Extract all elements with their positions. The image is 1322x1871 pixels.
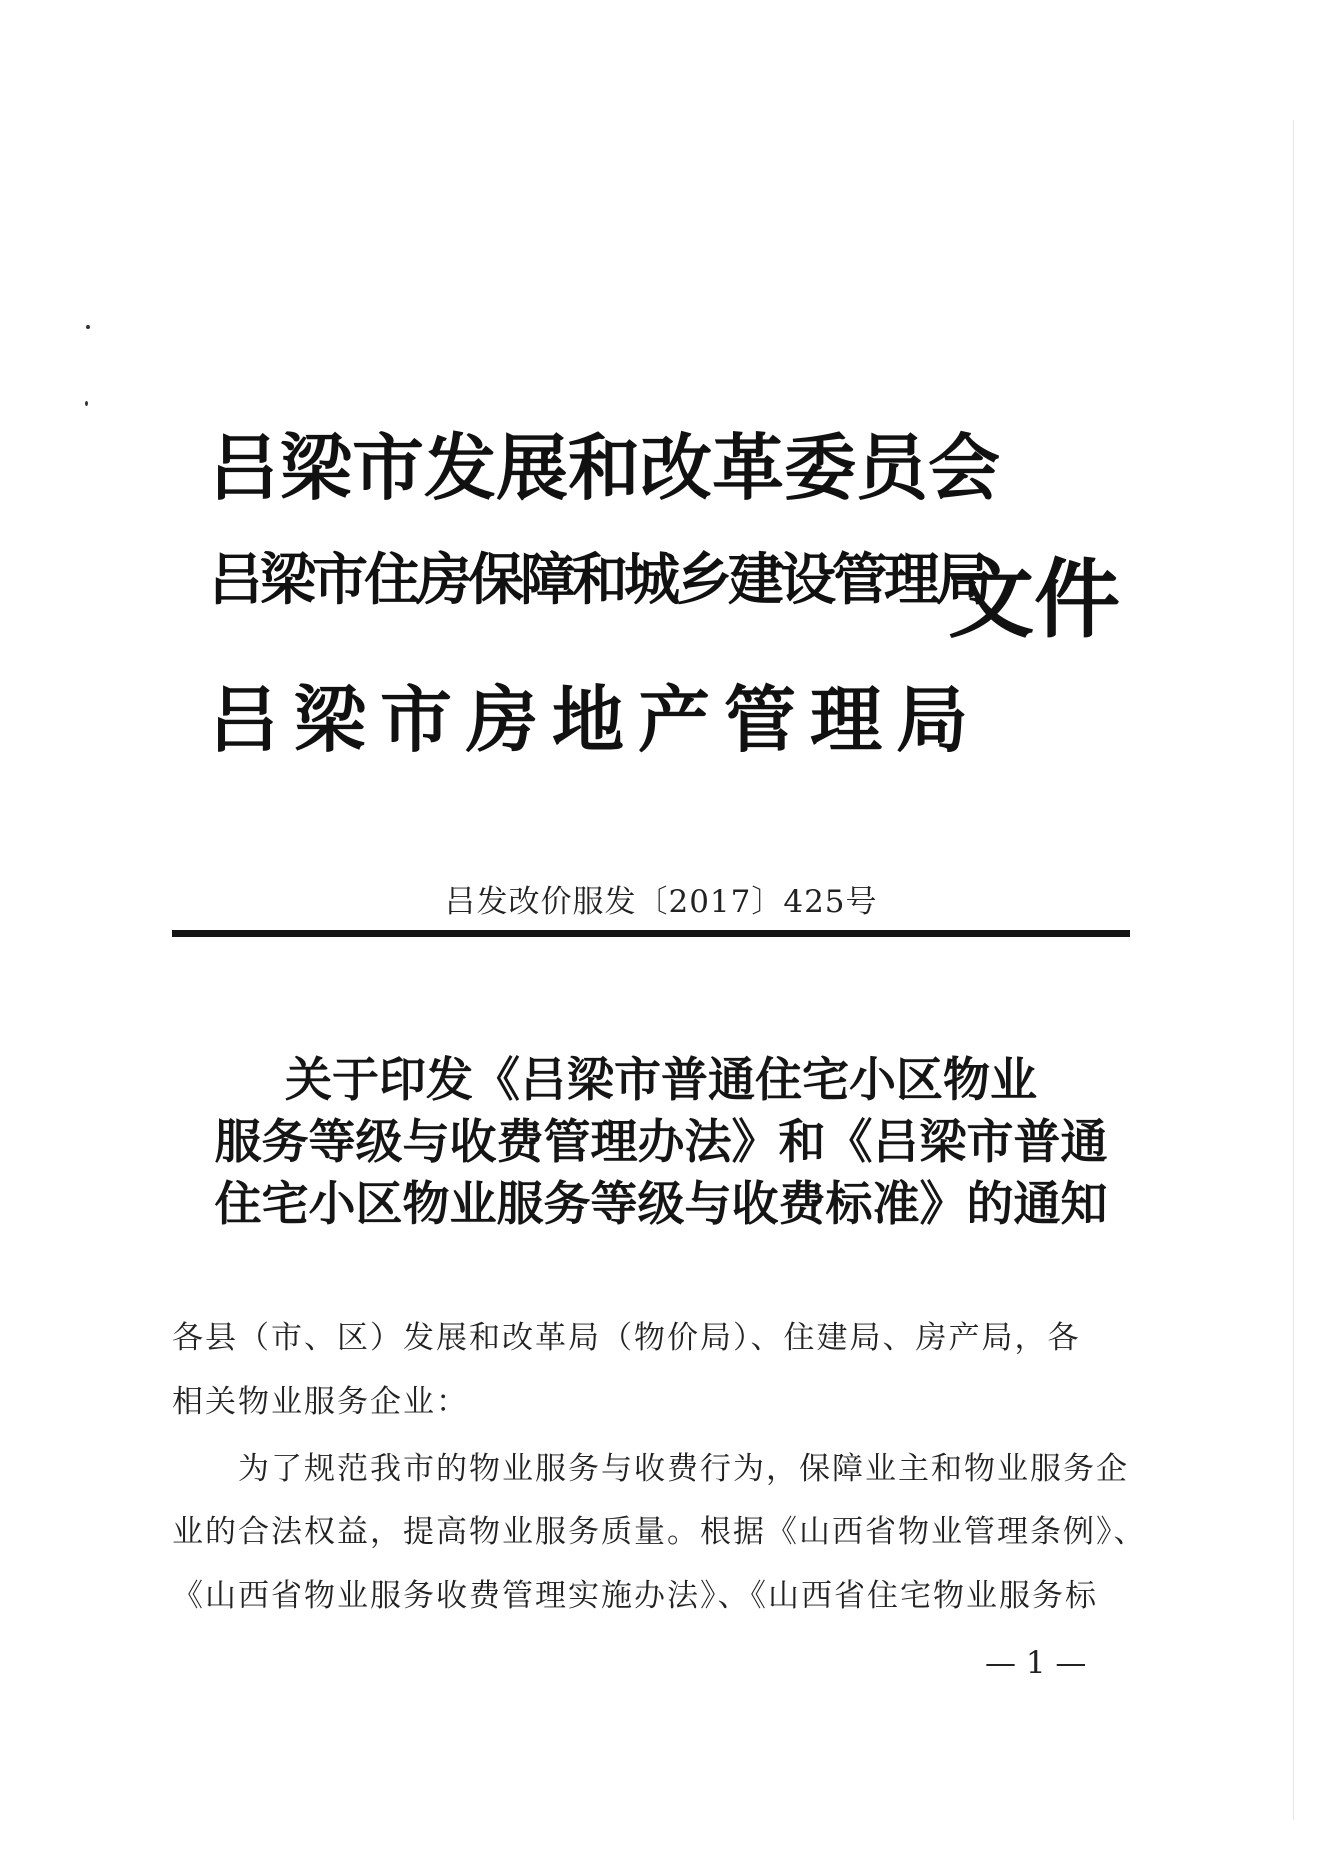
title-line: 住宅小区物业服务等级与收费标准》的通知 [214, 1177, 1108, 1232]
issuer-real-estate-bureau: 吕梁市房地产管理局 [208, 677, 983, 762]
issuer-housing-construction-bureau: 吕梁市住房保障和城乡建设管理局 [208, 547, 988, 613]
title-line: 关于印发《吕梁市普通住宅小区物业 [285, 1053, 1037, 1108]
page-number: — 1 — [985, 1645, 1087, 1681]
body-paragraph-line: 为了规范我市的物业服务与收费行为，保障业主和物业服务企 [238, 1451, 1129, 1487]
document-title [0, 1050, 1322, 1236]
addressee-line: 相关物业服务企业： [172, 1384, 469, 1420]
scan-speck [86, 325, 90, 329]
header-divider-rule [172, 930, 1130, 937]
document-number: 吕发改价服发〔2017〕425号 [444, 884, 878, 920]
scan-speck [85, 401, 88, 406]
addressee-line: 各县（市、区）发展和改革局（物价局）、住建局、房产局，各 [172, 1320, 1081, 1356]
body-paragraph-line: 《山西省物业服务收费管理实施办法》、《山西省住宅物业服务标 [172, 1578, 1098, 1614]
title-line: 服务等级与收费管理办法》和《吕梁市普通 [214, 1115, 1108, 1170]
issuer-development-reform-commission: 吕梁市发展和改革委员会 [208, 425, 1001, 510]
body-paragraph-line: 业的合法权益，提高物业服务质量。根据《山西省物业管理条例》、 [172, 1514, 1147, 1550]
issuing-authorities [208, 410, 1168, 762]
document-type-label: 文件 [948, 549, 1120, 650]
scan-edge-line [1293, 120, 1294, 1820]
